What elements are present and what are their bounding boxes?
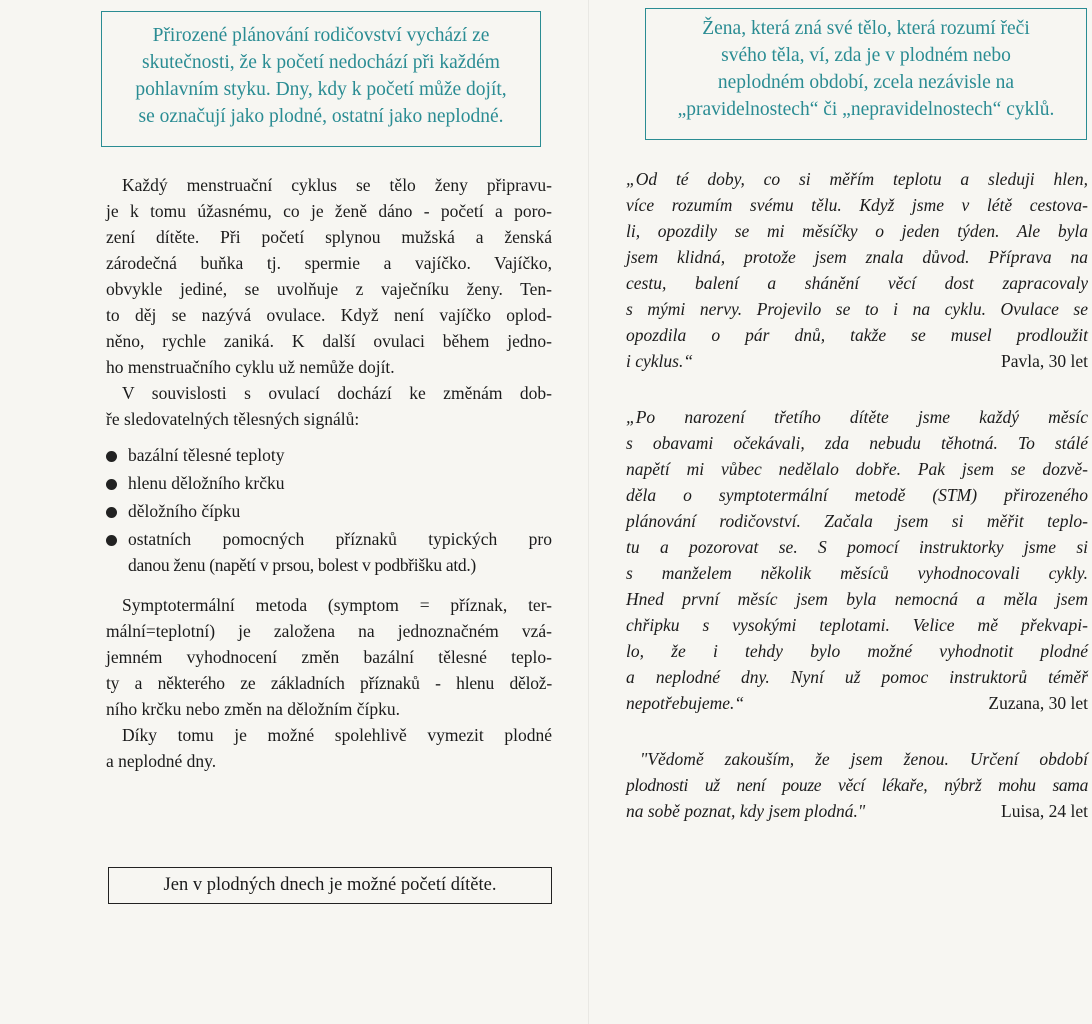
- text-line: V souvislosti s ovulací dochází ke změnám dob-: [122, 383, 552, 403]
- text-line: je k tomu úžasnému, co je ženě dáno - početí a poro-: [106, 201, 552, 221]
- text-line: jemném vyhodnocení změn bazální tělesné teplo-: [106, 647, 552, 667]
- quote-line: a neplodné dny. Nyní už pomoc instruktorů téměř: [626, 667, 1088, 687]
- quote-line: cestu, balení a shánění věcí dost zapracovaly: [626, 273, 1088, 293]
- text-line: Symptotermální metoda (symptom = příznak, ter-: [122, 595, 552, 615]
- paragraph-method: [106, 592, 552, 722]
- quote-line: plánování rodičovství. Začala jsem si měřit teplo-: [626, 511, 1088, 531]
- text-line: a neplodné dny.: [106, 751, 217, 771]
- quote-line: s manželem několik měsíců vyhodnocovali cykly.: [626, 563, 1088, 583]
- bullet-icon: [106, 479, 117, 490]
- intro-line: se označují jako plodné, ostatní jako neplodné.: [138, 106, 504, 127]
- quote-line: li, opozdily se mi měsíčky o jeden týden. Ale byla: [626, 221, 1088, 241]
- page-fold: [588, 0, 589, 1024]
- bullet-icon: [106, 535, 117, 546]
- quote-line: „Od té doby, co si měřím teplotu a sleduji hlen,: [626, 169, 1088, 189]
- text-line: Díky tomu je možné spolehlivě vymezit plodné: [122, 725, 552, 745]
- list-item: ostatních pomocných příznaků typických pro danou ženu (napětí v prsou, bolest v podbřišku atd.): [106, 526, 552, 578]
- intro-line: Přirozené plánování rodičovství vychází ze: [152, 25, 490, 46]
- quote-line: chřipku s vysokými teplotami. Velice mě překvapi-: [626, 615, 1088, 635]
- paragraph-conclusion: [106, 722, 552, 774]
- text-line: to děj se nazývá ovulace. Když není vajíčko oplod-: [106, 305, 552, 325]
- text-line: Každý menstruační cyklus se tělo ženy připravu-: [122, 175, 552, 195]
- quote-line: děla o symptotermální metodě (STM) přirozeného: [626, 485, 1088, 505]
- testimonial-zuzana: [626, 404, 1088, 716]
- intro-box-left: [101, 11, 541, 147]
- text-line: ře sledovatelných tělesných signálů:: [106, 409, 360, 429]
- quote-line: lo, že i tehdy bylo možné vyhodnotit plodné: [626, 641, 1088, 661]
- bullet-icon: [106, 451, 117, 462]
- intro-line: „pravidelnostech“ či „nepravidelnostech“ cyklů.: [677, 99, 1055, 120]
- quote-line: opozdila o pár dnů, takže se musel prodloužit: [626, 325, 1088, 345]
- testimonials: [626, 166, 1088, 824]
- testimonial-pavla: [626, 166, 1088, 374]
- quote-line: více rozumím svému tělu. Když jsme v létě cestova-: [626, 195, 1088, 215]
- quote-line: jsem klidná, protože jsem znala důvod. Příprava na: [626, 247, 1088, 267]
- text-line: zení dítěte. Při početí splynou mužská a ženská: [106, 227, 552, 247]
- quote-author: Zuzana, 30 let: [988, 693, 1088, 713]
- quote-line: s obavami očekávali, zda nebudu těhotná. To stálé: [626, 433, 1088, 453]
- paragraph-signals-intro: [106, 380, 552, 432]
- quote-line: "Vědomě zakouším, že jsem ženou. Určení období: [640, 749, 1088, 769]
- intro-line: neplodném období, zcela nezávisle na: [717, 72, 1015, 93]
- intro-box-right: [645, 8, 1087, 140]
- intro-line: Žena, která zná své tělo, která rozumí řeči: [702, 18, 1030, 39]
- quote-line: s mými nervy. Projevilo se to i na cyklu. Ovulace se: [626, 299, 1088, 319]
- quote-line: na sobě poznat, kdy jsem plodná." Luisa, 24 let: [626, 798, 1088, 824]
- paragraph-cycle: [106, 172, 552, 380]
- quote-line: plodnosti už není pouze věcí lékaře, nýbrž mohu sama: [626, 775, 1088, 795]
- quote-line: tu a pozorovat se. S pomocí instruktorky jsme si: [626, 537, 1088, 557]
- intro-line: skutečnosti, že k početí nedochází při každém: [142, 52, 500, 73]
- text-line: něno, rychle zaniká. K další ovulaci během jedno-: [106, 331, 552, 351]
- text-line: mální=teplotní) je založena na jednoznačném vzá-: [106, 621, 552, 641]
- bullet-icon: [106, 507, 117, 518]
- quote-line: Hned první měsíc jsem byla nemocná a měla jsem: [626, 589, 1088, 609]
- text-line: obvykle jediné, se uvolňuje z vaječníku ženy. Ten-: [106, 279, 552, 299]
- quote-author: Luisa, 24 let: [1001, 801, 1088, 821]
- list-item: děložního čípku: [106, 498, 552, 524]
- list-item: bazální tělesné teploty: [106, 442, 552, 468]
- text-line: zárodečná buňka tj. spermie a vajíčko. Vajíčko,: [106, 253, 552, 273]
- quote-line: napětí mi vůbec nedělalo dobře. Pak jsem se dozvě-: [626, 459, 1088, 479]
- quote-line: nepotřebujeme.“ Zuzana, 30 let: [626, 690, 1088, 716]
- text-line: ho menstruačního cyklu už nemůže dojít.: [106, 357, 395, 377]
- left-body-text: [106, 172, 552, 774]
- quote-line: „Po narození třetího dítěte jsme každý měsíc: [626, 407, 1088, 427]
- intro-line: pohlavním styku. Dny, kdy k početí může dojít,: [135, 79, 507, 100]
- text-line: ty a některého ze základních příznaků - hlenu dělož-: [106, 673, 552, 693]
- testimonial-luisa: [626, 746, 1088, 824]
- summary-box: Jen v plodných dnech je možné početí dítěte.: [108, 867, 552, 904]
- quote-author: Pavla, 30 let: [1001, 351, 1088, 371]
- quote-line: i cyklus.“ Pavla, 30 let: [626, 348, 1088, 374]
- text-line: ního krčku nebo změn na děložním čípku.: [106, 699, 401, 719]
- signals-list: [106, 442, 552, 578]
- intro-line: svého těla, ví, zda je v plodném nebo: [721, 45, 1011, 66]
- list-item: hlenu děložního krčku: [106, 470, 552, 496]
